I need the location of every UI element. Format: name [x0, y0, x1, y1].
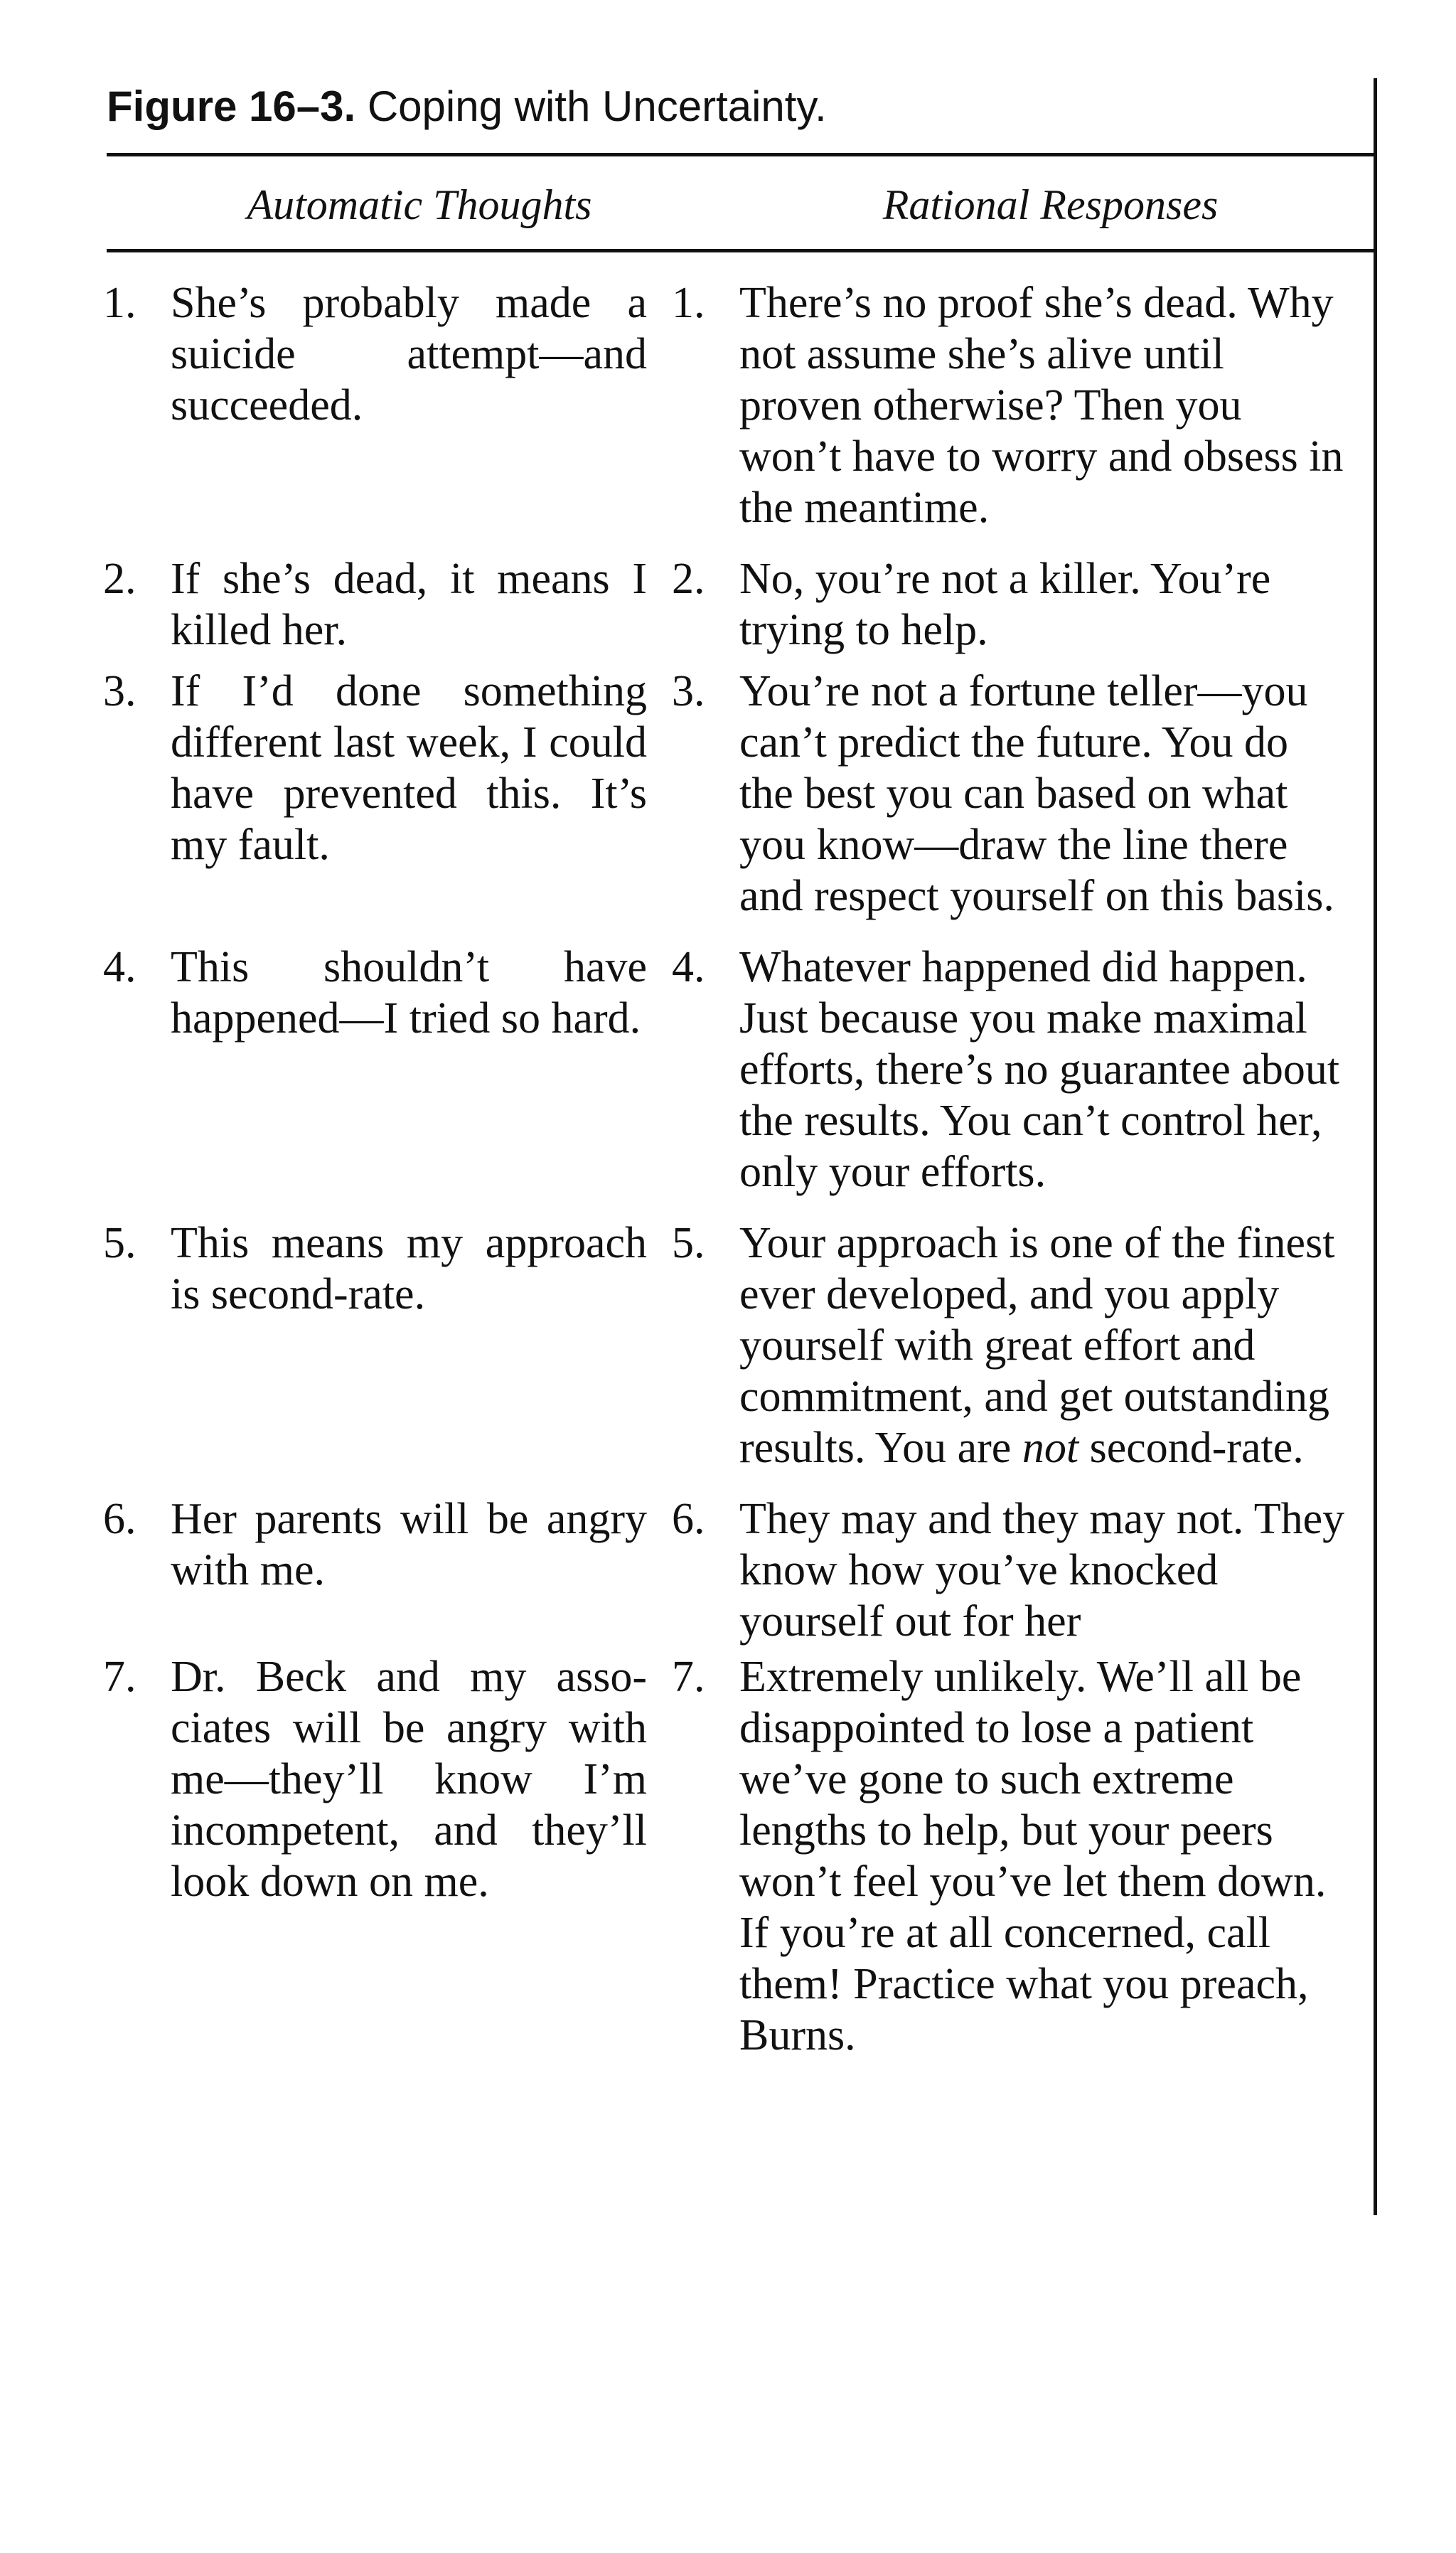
rational-response: Extremely unlikely. We’ll all be disappointed to lose a patient we’ve gone to such extreme lengths to help, but your peers won’t feel you’ve let them down. If you’re at all concerned, call them! Practice what you preach, Burns.: [739, 1653, 1327, 2059]
rational-response: You’re not a fortune teller—you can’t predict the future. You do the best you can based on what you know—draw the line there and respect yourself on this basis.: [739, 667, 1334, 920]
item-number: 7.: [672, 1653, 705, 1701]
figure-caption: [107, 78, 827, 135]
item-number: 3.: [672, 667, 705, 715]
response-cell: [672, 1493, 1347, 1647]
response-cell: [672, 1651, 1347, 2061]
item-number: 1.: [103, 279, 136, 327]
automatic-thought: She’s probably made a suicide attempt—and succeeded.: [171, 279, 647, 430]
column-header-rational-responses: Rational Responses: [882, 181, 1219, 228]
automatic-thought: If I’d done something different last week, I could have prevented this. It’s my fault.: [171, 667, 647, 869]
table-row: [0, 1493, 1456, 1647]
rational-response: They may and they may not. They know how you’ve knocked yourself out for her: [739, 1495, 1345, 1646]
header-rule: [107, 249, 1377, 252]
automatic-thought: Dr. Beck and my associates will be angry with me—they’ll know I’m incompetent, and they’ll look down on me.: [171, 1653, 647, 1906]
item-number: 2.: [103, 555, 136, 603]
figure-title: Coping with Uncertainty.: [355, 82, 827, 130]
table-body: [0, 277, 1456, 2061]
thought-cell: [103, 553, 647, 656]
item-number: 6.: [103, 1495, 136, 1543]
item-number: 5.: [103, 1219, 136, 1267]
column-header-automatic-thoughts: Automatic Thoughts: [247, 181, 592, 228]
item-number: 3.: [103, 667, 136, 715]
emphasis-not: not: [1022, 1424, 1079, 1472]
item-number: 7.: [103, 1653, 136, 1701]
automatic-thought: This shouldn’t have happened—I tried so hard.: [171, 943, 647, 1043]
item-number: 1.: [672, 279, 705, 327]
thought-cell: [103, 942, 647, 1198]
thought-cell: [103, 1217, 647, 1473]
thought-cell: [103, 1651, 647, 2061]
automatic-thought: This means my approach is second-rate.: [171, 1219, 647, 1318]
thought-cell: [103, 277, 647, 533]
rational-response: No, you’re not a killer. You’re trying to help.: [739, 555, 1271, 654]
rational-response-text-end: second-rate.: [1078, 1424, 1304, 1472]
thought-cell: [103, 1493, 647, 1647]
rational-response-text: Your approach is one of the finest ever developed, and you apply yourself with great effort and commitment, and get outstanding results. You are: [739, 1219, 1335, 1472]
item-number: 4.: [672, 943, 705, 991]
item-number: 2.: [672, 555, 705, 603]
figure-label: Figure 16–3.: [107, 82, 356, 130]
rational-response: Whatever happened did happen. Just because you make maximal efforts, there’s no guarantee about the results. You can’t control her, only your efforts.: [739, 943, 1340, 1196]
top-rule: [107, 153, 1377, 156]
table-row: [0, 553, 1456, 656]
automatic-thought: If she’s dead, it means I killed her.: [171, 555, 647, 654]
rational-response: There’s no proof she’s dead. Why not assume she’s alive until proven otherwise? Then you won’t have to worry and obsess in the meantime.: [739, 279, 1344, 532]
response-cell: [672, 1217, 1347, 1473]
response-cell: [672, 666, 1347, 922]
automatic-thought: Her parents will be angry with me.: [171, 1495, 647, 1594]
table-row: [0, 666, 1456, 922]
response-cell: [672, 553, 1347, 656]
item-number: 6.: [672, 1495, 705, 1543]
table-row: [0, 1651, 1456, 2061]
item-number: 5.: [672, 1219, 705, 1267]
item-number: 4.: [103, 943, 136, 991]
rational-response: [739, 1217, 1347, 1473]
table-row: [0, 277, 1456, 533]
table-row: [0, 1217, 1456, 1473]
response-cell: [672, 942, 1347, 1198]
table-row: [0, 942, 1456, 1198]
thought-cell: [103, 666, 647, 922]
response-cell: [672, 277, 1347, 533]
